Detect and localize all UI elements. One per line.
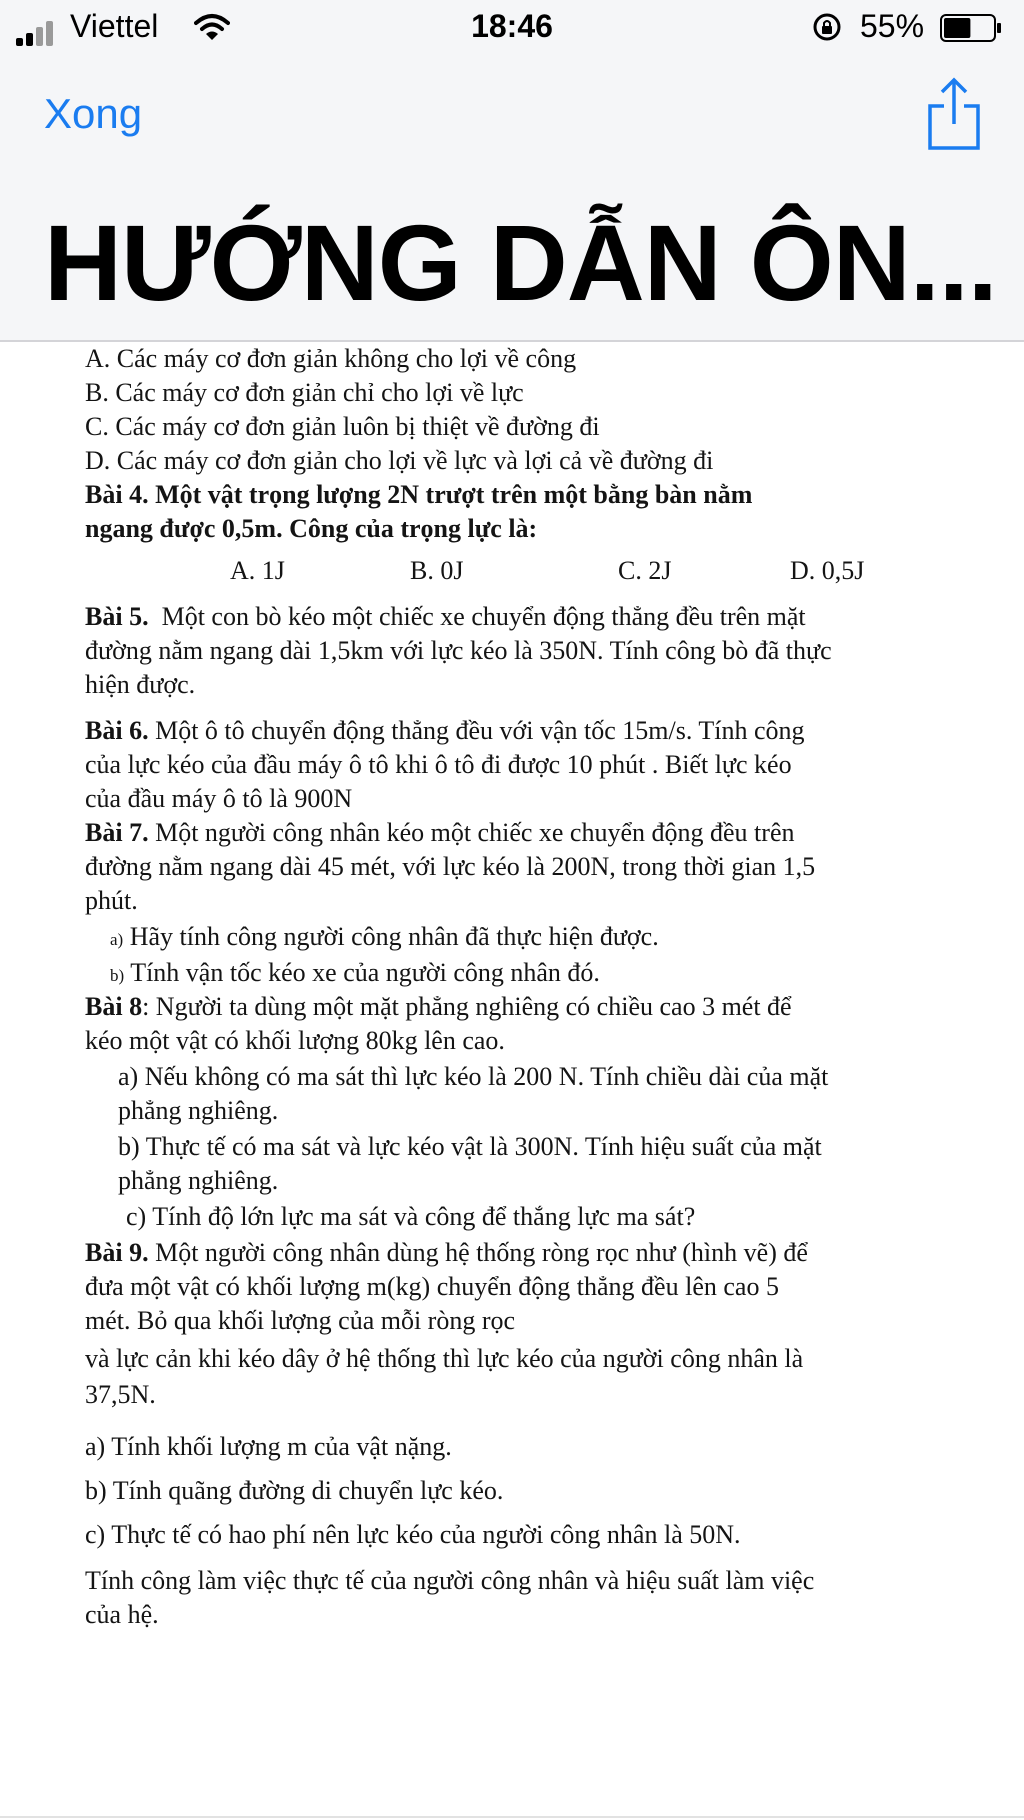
bai9-item-d-line1: Tính công làm việc thực tế của người công nhân và hiệu suất làm việc bbox=[85, 1566, 815, 1595]
bai6-line1 bbox=[85, 714, 805, 748]
bai8-b-line1: b) Thực tế có ma sát và lực kéo vật là 300N. Tính hiệu suất của mặt bbox=[118, 1132, 822, 1161]
bai8-b-line2: phẳng nghiêng. bbox=[118, 1166, 279, 1195]
bai7-b-text: Tính vận tốc kéo xe của người công nhân đó. bbox=[124, 958, 600, 987]
bai4-choice-a: A. 1J bbox=[230, 556, 285, 585]
bai8-text: : Người ta dùng một mặt phẳng nghiêng có chiều cao 3 mét để bbox=[142, 992, 792, 1021]
bai7-b-marker: b) bbox=[110, 966, 125, 985]
option-d: D. Các máy cơ đơn giản cho lợi về lực và lợi cả về đường đi bbox=[85, 446, 714, 475]
battery-icon bbox=[940, 14, 1002, 42]
bai8-line1 bbox=[85, 990, 792, 1024]
carrier-name: Viettel bbox=[70, 8, 159, 44]
bai9-item-c: c) Thực tế có hao phí nên lực kéo của người công nhân là 50N. bbox=[85, 1520, 741, 1549]
bai5-line1 bbox=[85, 600, 806, 634]
bai9-line5: 37,5N. bbox=[85, 1380, 156, 1409]
bai6-line2: của lực kéo của đầu máy ô tô khi ô tô đi được 10 phút . Biết lực kéo bbox=[85, 750, 792, 779]
bai8-a-line2: phẳng nghiêng. bbox=[118, 1096, 279, 1125]
bai9-line3: mét. Bỏ qua khối lượng của mỗi ròng rọc bbox=[85, 1306, 516, 1335]
bai8-line2: kéo một vật có khối lượng 80kg lên cao. bbox=[85, 1026, 505, 1055]
bai7-item-b bbox=[110, 956, 600, 993]
bai4-line2: ngang được 0,5m. Công của trọng lực là: bbox=[85, 514, 538, 543]
bai4-line1: Bài 4. Một vật trọng lượng 2N trượt trên một bằng bàn nằm bbox=[85, 480, 753, 509]
option-c: C. Các máy cơ đơn giản luôn bị thiệt về đường đi bbox=[85, 412, 600, 441]
bai9-text: Một người công nhân dùng hệ thống ròng rọc như (hình vẽ) để bbox=[148, 1238, 808, 1267]
bai9-line4: và lực cản khi kéo dây ở hệ thống thì lực kéo của người công nhân là bbox=[85, 1344, 804, 1373]
option-b: B. Các máy cơ đơn giản chỉ cho lợi về lực bbox=[85, 378, 524, 407]
bai4-choice-d: D. 0,5J bbox=[790, 556, 865, 585]
document-title: HƯỚNG DẪN ÔN... bbox=[44, 202, 997, 323]
done-button[interactable]: Xong bbox=[44, 90, 143, 137]
bai7-line3: phút. bbox=[85, 886, 138, 915]
bai7-a-text: Hãy tính công người công nhân đã thực hiện được. bbox=[123, 922, 659, 951]
bai6-text: Một ô tô chuyển động thẳng đều với vận tốc 15m/s. Tính công bbox=[148, 716, 805, 745]
bai9-item-d-line2: của hệ. bbox=[85, 1600, 159, 1629]
bai9-item-b: b) Tính quãng đường di chuyển lực kéo. bbox=[85, 1476, 504, 1505]
option-a: A. Các máy cơ đơn giản không cho lợi về công bbox=[85, 344, 577, 373]
bai6-line3: của đầu máy ô tô là 900N bbox=[85, 784, 353, 813]
bai8-c-line1: c) Tính độ lớn lực ma sát và công để thắng lực ma sát? bbox=[126, 1202, 696, 1231]
battery-percentage: 55% bbox=[860, 8, 925, 44]
bai7-text: Một người công nhân kéo một chiếc xe chuyển động đều trên bbox=[148, 818, 795, 847]
rotation-lock-icon bbox=[812, 12, 842, 42]
bai5-line2: đường nằm ngang dài 1,5km với lực kéo là 350N. Tính công bò đã thực bbox=[85, 636, 832, 665]
status-time: 18:46 bbox=[471, 8, 553, 44]
bai4-choice-c: C. 2J bbox=[618, 556, 672, 585]
bai9-line2: đưa một vật có khối lượng m(kg) chuyển động thẳng đều lên cao 5 bbox=[85, 1272, 779, 1301]
bai5-label: Bài 5. bbox=[85, 602, 149, 631]
bai5-line3: hiện được. bbox=[85, 670, 196, 699]
bai4-choice-b: B. 0J bbox=[410, 556, 464, 585]
bai9-item-a: a) Tính khối lượng m của vật nặng. bbox=[85, 1432, 452, 1461]
status-bar bbox=[0, 0, 1024, 56]
bai9-label: Bài 9. bbox=[85, 1238, 149, 1267]
share-icon[interactable] bbox=[924, 76, 984, 152]
page-divider bbox=[0, 1816, 1024, 1818]
bai5-text: Một con bò kéo một chiếc xe chuyển động thẳng đều trên mặt bbox=[148, 602, 806, 631]
bai7-item-a bbox=[110, 920, 659, 957]
bai9-line1 bbox=[85, 1236, 808, 1270]
bai6-label: Bài 6. bbox=[85, 716, 149, 745]
bai7-line1 bbox=[85, 816, 794, 850]
top-chrome bbox=[0, 0, 1024, 342]
bai7-a-marker: a) bbox=[110, 930, 124, 949]
bai7-line2: đường nằm ngang dài 45 mét, với lực kéo là 200N, trong thời gian 1,5 bbox=[85, 852, 816, 881]
bai7-label: Bài 7. bbox=[85, 818, 149, 847]
bai8-label: Bài 8 bbox=[85, 992, 143, 1021]
bai8-a-line1: a) Nếu không có ma sát thì lực kéo là 200 N. Tính chiều dài của mặt bbox=[118, 1062, 829, 1091]
document-page[interactable] bbox=[0, 342, 1024, 1820]
